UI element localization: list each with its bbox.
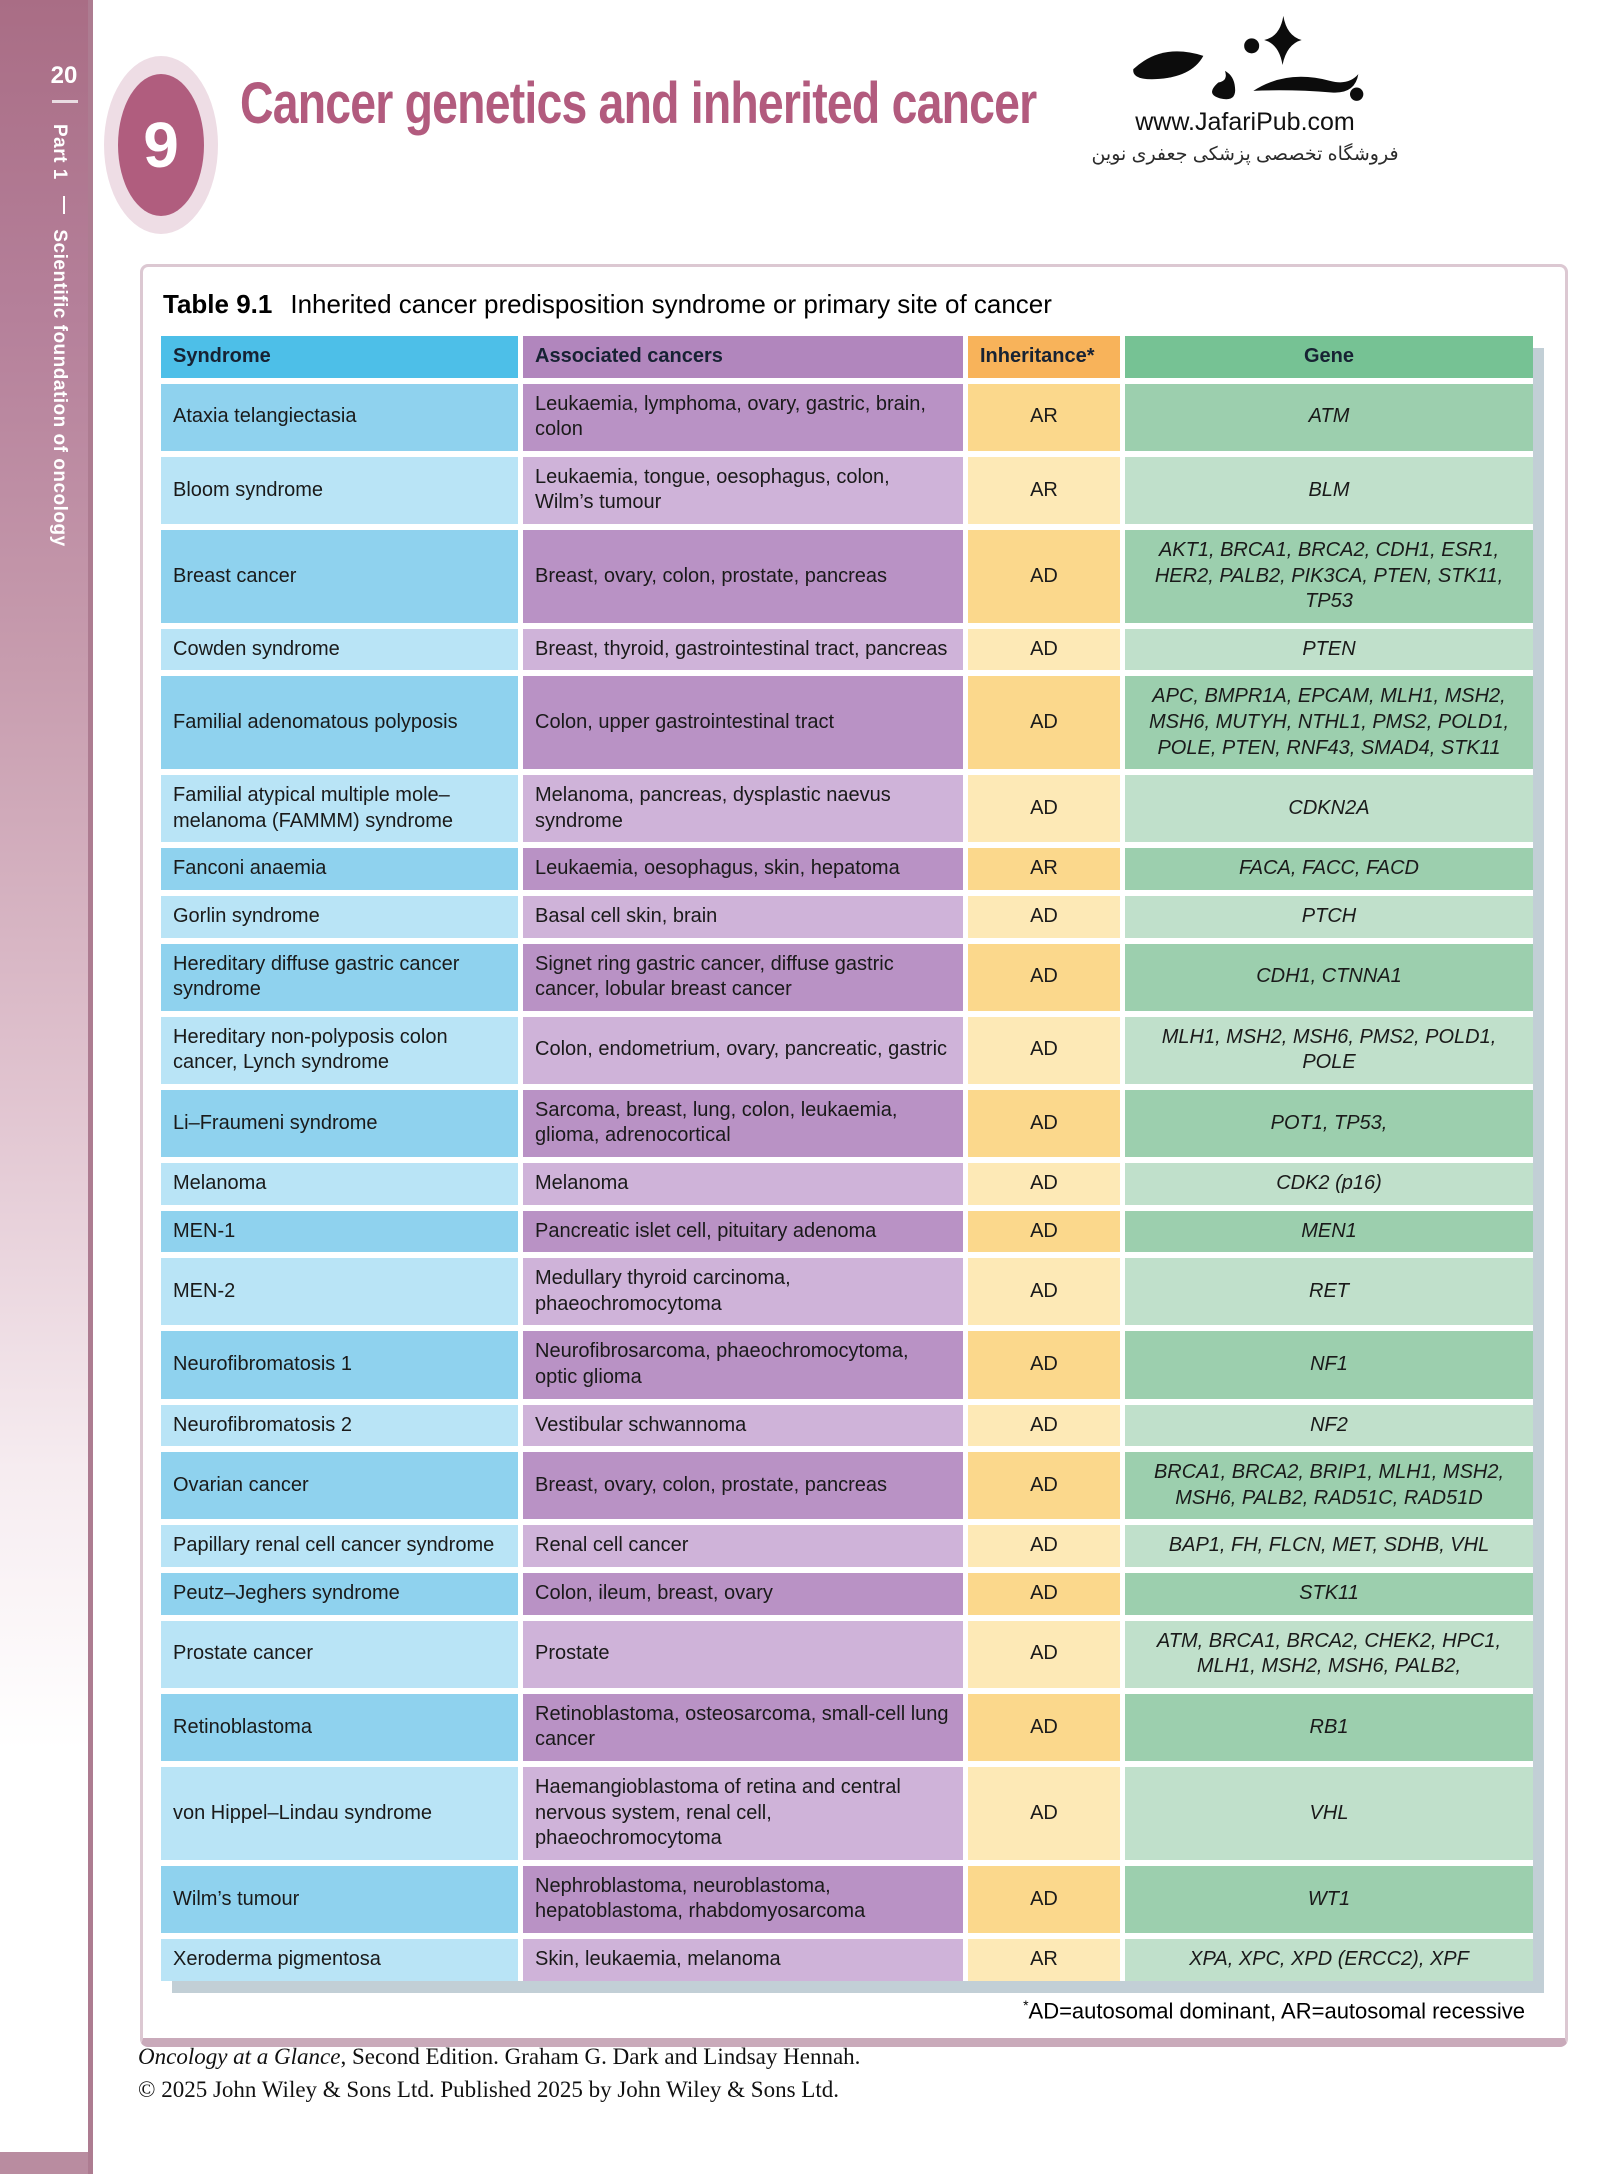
cell-gene: ATM, BRCA1, BRCA2, CHEK2, HPC1, MLH1, MSH2, MSH6, PALB2,: [1125, 1621, 1533, 1688]
cell-inheritance: AD: [968, 676, 1120, 769]
cell-gene: NF2: [1125, 1405, 1533, 1447]
cell-syndrome: Ovarian cancer: [161, 1452, 518, 1519]
publisher-tagline-fa: فروشگاه تخصصی پزشکی جعفری نوین: [1091, 144, 1399, 165]
page-number-rule: [52, 100, 78, 103]
cell-cancers: Melanoma: [523, 1163, 963, 1205]
table-row: [161, 1090, 1533, 1157]
table-row: [161, 1767, 1533, 1860]
cell-inheritance: AD: [968, 1017, 1120, 1084]
cell-gene: POT1, TP53,: [1125, 1090, 1533, 1157]
cell-cancers: Breast, thyroid, gastrointestinal tract, pancreas: [523, 629, 963, 671]
cell-syndrome: Melanoma: [161, 1163, 518, 1205]
cell-syndrome: Familial atypical multiple mole–melanoma (FAMMM) syndrome: [161, 775, 518, 842]
cell-syndrome: Fanconi anaemia: [161, 848, 518, 890]
table-row: [161, 1573, 1533, 1615]
table-row: [161, 1939, 1533, 1981]
cell-inheritance: AD: [968, 1331, 1120, 1398]
cell-gene: CDKN2A: [1125, 775, 1533, 842]
table-row: [161, 384, 1533, 451]
table-row: [161, 1405, 1533, 1447]
table-title: [163, 289, 1547, 320]
table-row: [161, 1331, 1533, 1398]
cell-inheritance: AD: [968, 1258, 1120, 1325]
cell-syndrome: Ataxia telangiectasia: [161, 384, 518, 451]
table-row: [161, 775, 1533, 842]
cell-gene: APC, BMPR1A, EPCAM, MLH1, MSH2, MSH6, MUTYH, NTHL1, PMS2, POLD1, POLE, PTEN, RNF43, SMAD4, STK11: [1125, 676, 1533, 769]
page-footer: [138, 2040, 860, 2107]
cell-cancers: Leukaemia, tongue, oesophagus, colon, Wilm’s tumour: [523, 457, 963, 524]
cell-cancers: Renal cell cancer: [523, 1525, 963, 1567]
page-number: 20: [50, 62, 78, 89]
column-header-cancers: Associated cancers: [523, 336, 963, 378]
table-footnote: [161, 1997, 1525, 2024]
cell-inheritance: AD: [968, 1525, 1120, 1567]
chapter-number-badge: [118, 74, 204, 216]
cell-cancers: Retinoblastoma, osteosarcoma, small-cell lung cancer: [523, 1694, 963, 1761]
cell-gene: BAP1, FH, FLCN, MET, SDHB, VHL: [1125, 1525, 1533, 1567]
cell-gene: XPA, XPC, XPD (ERCC2), XPF: [1125, 1939, 1533, 1981]
part-label: Part 1: [49, 124, 70, 180]
part-title: Scientific foundation of oncology: [49, 229, 70, 547]
cell-syndrome: Prostate cancer: [161, 1621, 518, 1688]
jafaripub-logo-icon: [1120, 14, 1370, 106]
table-row: [161, 1866, 1533, 1933]
cell-syndrome: Xeroderma pigmentosa: [161, 1939, 518, 1981]
table-title-label: Table 9.1: [163, 289, 273, 319]
table-row: [161, 1694, 1533, 1761]
cell-syndrome: Wilm’s tumour: [161, 1866, 518, 1933]
cell-syndrome: Neurofibromatosis 2: [161, 1405, 518, 1447]
cell-cancers: Nephroblastoma, neuroblastoma, hepatoblastoma, rhabdomyosarcoma: [523, 1866, 963, 1933]
cell-inheritance: AD: [968, 775, 1120, 842]
cell-cancers: Sarcoma, breast, lung, colon, leukaemia, glioma, adrenocortical: [523, 1090, 963, 1157]
table-row: [161, 1258, 1533, 1325]
cell-cancers: Vestibular schwannoma: [523, 1405, 963, 1447]
cell-inheritance: AD: [968, 1694, 1120, 1761]
cell-cancers: Breast, ovary, colon, prostate, pancreas: [523, 1452, 963, 1519]
cell-gene: MLH1, MSH2, MSH6, PMS2, POLD1, POLE: [1125, 1017, 1533, 1084]
table-row: [161, 530, 1533, 623]
table-frame: [140, 264, 1568, 2047]
table-row: [161, 629, 1533, 671]
table-title-text: Inherited cancer predisposition syndrome or primary site of cancer: [290, 289, 1052, 319]
cell-syndrome: Breast cancer: [161, 530, 518, 623]
cell-gene: BRCA1, BRCA2, BRIP1, MLH1, MSH2, MSH6, PALB2, RAD51C, RAD51D: [1125, 1452, 1533, 1519]
cell-gene: WT1: [1125, 1866, 1533, 1933]
cell-inheritance: AD: [968, 530, 1120, 623]
cell-cancers: Neurofibrosarcoma, phaeochromocytoma, optic glioma: [523, 1331, 963, 1398]
footnote-text: AD=autosomal dominant, AR=autosomal recessive: [1028, 1997, 1525, 2023]
cell-inheritance: AD: [968, 1090, 1120, 1157]
cell-inheritance: AD: [968, 944, 1120, 1011]
cell-syndrome: Retinoblastoma: [161, 1694, 518, 1761]
syndrome-table: [161, 336, 1533, 1981]
chapter-number: 9: [143, 109, 179, 181]
cell-gene: RB1: [1125, 1694, 1533, 1761]
cell-gene: CDK2 (p16): [1125, 1163, 1533, 1205]
cell-syndrome: Gorlin syndrome: [161, 896, 518, 938]
cell-gene: BLM: [1125, 457, 1533, 524]
cell-syndrome: MEN-2: [161, 1258, 518, 1325]
footer-line2: © 2025 John Wiley & Sons Ltd. Published 2025 by John Wiley & Sons Ltd.: [138, 2077, 839, 2103]
cell-cancers: Colon, upper gastrointestinal tract: [523, 676, 963, 769]
cell-syndrome: MEN-1: [161, 1211, 518, 1253]
table-row: [161, 944, 1533, 1011]
cell-syndrome: von Hippel–Lindau syndrome: [161, 1767, 518, 1860]
table-row: [161, 1017, 1533, 1084]
cell-gene: ATM: [1125, 384, 1533, 451]
cell-gene: AKT1, BRCA1, BRCA2, CDH1, ESR1, HER2, PALB2, PIK3CA, PTEN, STK11, TP53: [1125, 530, 1533, 623]
cell-inheritance: AD: [968, 1405, 1120, 1447]
cell-cancers: Pancreatic islet cell, pituitary adenoma: [523, 1211, 963, 1253]
footer-line1-rest: , Second Edition. Graham G. Dark and Lindsay Hennah.: [340, 2044, 861, 2069]
table-row: [161, 1452, 1533, 1519]
sidebar-gradient: [0, 0, 90, 1750]
cell-cancers: Signet ring gastric cancer, diffuse gastric cancer, lobular breast cancer: [523, 944, 963, 1011]
cell-cancers: Breast, ovary, colon, prostate, pancreas: [523, 530, 963, 623]
cell-gene: VHL: [1125, 1767, 1533, 1860]
sidebar-bottom-block: [0, 2152, 88, 2174]
cell-inheritance: AD: [968, 1163, 1120, 1205]
footnote-marker: *: [1023, 1996, 1029, 2013]
cell-inheritance: AD: [968, 1621, 1120, 1688]
cell-inheritance: AD: [968, 1573, 1120, 1615]
cell-syndrome: Papillary renal cell cancer syndrome: [161, 1525, 518, 1567]
sidebar-rule: [88, 0, 93, 2174]
table-row: [161, 457, 1533, 524]
chapter-title: Cancer genetics and inherited cancer: [240, 71, 1037, 136]
cell-cancers: Colon, ileum, breast, ovary: [523, 1573, 963, 1615]
column-header-syndrome: Syndrome: [161, 336, 518, 378]
table-row: [161, 896, 1533, 938]
table-row: [161, 848, 1533, 890]
cell-gene: FACA, FACC, FACD: [1125, 848, 1533, 890]
footer-line1: [138, 2040, 860, 2073]
cell-cancers: Basal cell skin, brain: [523, 896, 963, 938]
book-title: Oncology at a Glance: [138, 2044, 341, 2069]
syndrome-table-body: [161, 384, 1533, 1981]
cell-syndrome: Li–Fraumeni syndrome: [161, 1090, 518, 1157]
cell-cancers: Medullary thyroid carcinoma, phaeochromocytoma: [523, 1258, 963, 1325]
part-separator: [63, 196, 65, 214]
table-row: [161, 1621, 1533, 1688]
publisher-logo: [1075, 14, 1415, 166]
cell-cancers: Leukaemia, oesophagus, skin, hepatoma: [523, 848, 963, 890]
cell-inheritance: AD: [968, 896, 1120, 938]
cell-gene: STK11: [1125, 1573, 1533, 1615]
cell-syndrome: Familial adenomatous polyposis: [161, 676, 518, 769]
cell-gene: NF1: [1125, 1331, 1533, 1398]
publisher-url: www.JafariPub.com: [1135, 108, 1355, 136]
cell-syndrome: Peutz–Jeghers syndrome: [161, 1573, 518, 1615]
cell-inheritance: AD: [968, 1866, 1120, 1933]
cell-syndrome: Cowden syndrome: [161, 629, 518, 671]
table-row: [161, 1525, 1533, 1567]
table-row: [161, 1211, 1533, 1253]
cell-gene: PTEN: [1125, 629, 1533, 671]
cell-inheritance: AR: [968, 848, 1120, 890]
cell-inheritance: AD: [968, 1452, 1120, 1519]
cell-inheritance: AD: [968, 629, 1120, 671]
cell-syndrome: Hereditary non-polyposis colon cancer, Lynch syndrome: [161, 1017, 518, 1084]
table-header-row: [161, 336, 1533, 378]
cell-cancers: Prostate: [523, 1621, 963, 1688]
cell-syndrome: Neurofibromatosis 1: [161, 1331, 518, 1398]
cell-syndrome: Hereditary diffuse gastric cancer syndrome: [161, 944, 518, 1011]
cell-cancers: Leukaemia, lymphoma, ovary, gastric, brain, colon: [523, 384, 963, 451]
cell-cancers: Haemangioblastoma of retina and central nervous system, renal cell, phaeochromocytoma: [523, 1767, 963, 1860]
part-banner: [48, 124, 70, 1524]
cell-inheritance: AD: [968, 1767, 1120, 1860]
cell-inheritance: AD: [968, 1211, 1120, 1253]
cell-syndrome: Bloom syndrome: [161, 457, 518, 524]
cell-cancers: Colon, endometrium, ovary, pancreatic, gastric: [523, 1017, 963, 1084]
cell-gene: MEN1: [1125, 1211, 1533, 1253]
table-row: [161, 1163, 1533, 1205]
cell-inheritance: AR: [968, 457, 1120, 524]
column-header-gene: Gene: [1125, 336, 1533, 378]
cell-gene: CDH1, CTNNA1: [1125, 944, 1533, 1011]
cell-cancers: Skin, leukaemia, melanoma: [523, 1939, 963, 1981]
cell-gene: PTCH: [1125, 896, 1533, 938]
cell-inheritance: AR: [968, 1939, 1120, 1981]
cell-inheritance: AR: [968, 384, 1120, 451]
column-header-inheritance: Inheritance*: [968, 336, 1120, 378]
table-row: [161, 676, 1533, 769]
cell-cancers: Melanoma, pancreas, dysplastic naevus syndrome: [523, 775, 963, 842]
cell-gene: RET: [1125, 1258, 1533, 1325]
